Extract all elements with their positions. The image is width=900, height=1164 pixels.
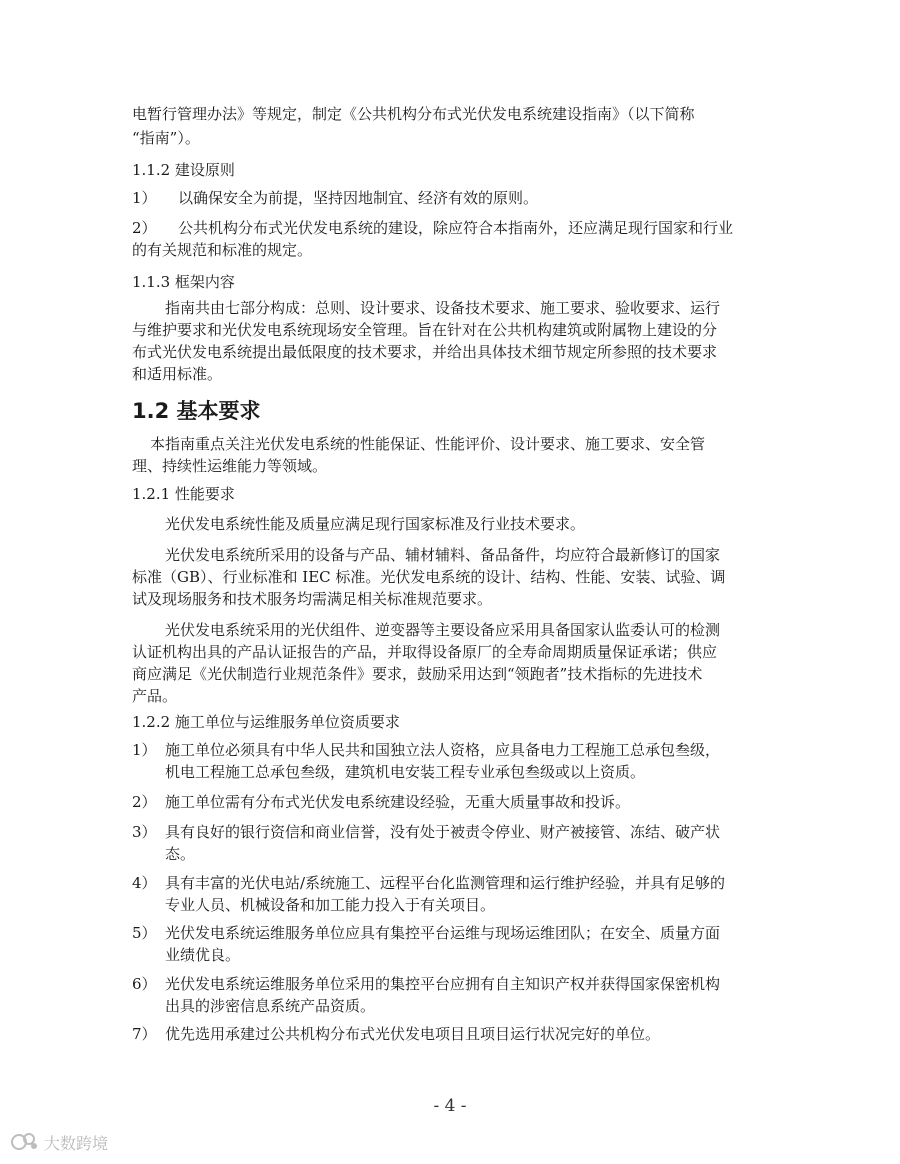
list-item-number: 5）: [132, 924, 157, 942]
list-item-text: 具有丰富的光伏电站/系统施工、远程平台化监测管理和运行维护经验，并具有足够的: [165, 874, 726, 892]
paragraph-line: 认证机构出具的产品认证报告的产品，并取得设备原厂的全寿命周期质量保证承诺；供应: [132, 643, 718, 661]
section-1-1-2-title: 1.1.2 建设原则: [132, 161, 235, 179]
list-item-number: 1）: [132, 189, 157, 207]
list-item-number: 7）: [132, 1025, 157, 1043]
watermark: [10, 1130, 108, 1154]
intro-line-1: 电暂行管理办法》等规定，制定《公共机构分布式光伏发电系统建设指南》（以下简称: [132, 105, 695, 123]
intro-line-2: “指南”）。: [132, 129, 200, 147]
paragraph-line: 光伏发电系统所采用的设备与产品、辅材辅料、备品备件，均应符合最新修订的国家: [165, 546, 721, 564]
list-item-text-cont: 业绩优良。: [165, 946, 241, 964]
list-item-text: 优先选用承建过公共机构分布式光伏发电项目且项目运行状况完好的单位。: [165, 1025, 661, 1043]
brand-logo-icon: [10, 1130, 40, 1154]
list-item-number: 4）: [132, 874, 157, 892]
list-item-text-cont: 机电工程施工总承包叁级，建筑机电安装工程专业承包叁级或以上资质。: [165, 763, 646, 781]
list-item-number: 3）: [132, 823, 157, 841]
paragraph-line: 与维护要求和光伏发电系统现场安全管理。旨在针对在公共机构建筑或附属物上建设的分: [132, 321, 718, 339]
section-1-2-heading: 1.2 基本要求: [132, 399, 261, 423]
paragraph-line: 布式光伏发电系统提出最低限度的技术要求，并给出具体技术细节规定所参照的技术要求: [132, 343, 718, 361]
list-item-text: 施工单位需有分布式光伏发电系统建设经验，无重大质量事故和投诉。: [165, 793, 631, 811]
watermark-text: 大数跨境: [44, 1133, 109, 1153]
paragraph-line: 本指南重点关注光伏发电系统的性能保证、性能评价、设计要求、施工要求、安全管: [150, 435, 706, 453]
list-item-text: 具有良好的银行资信和商业信誉，没有处于被责令停业、财产被接管、冻结、破产状: [165, 823, 721, 841]
list-item-text: 光伏发电系统运维服务单位采用的集控平台应拥有自主知识产权并获得国家保密机构: [165, 975, 721, 993]
paragraph-line: 和适用标准。: [132, 365, 223, 383]
list-item-number: 1）: [132, 741, 157, 759]
paragraph-line: 商应满足《光伏制造行业规范条件》要求，鼓励采用达到“领跑者”技术指标的先进技术: [132, 665, 703, 683]
page-number: - 4 -: [433, 1096, 467, 1116]
list-item-number: 6）: [132, 975, 157, 993]
list-item-text: 公共机构分布式光伏发电系统的建设，除应符合本指南外，还应满足现行国家和行业: [178, 219, 734, 237]
list-item-text: 光伏发电系统运维服务单位应具有集控平台运维与现场运维团队；在安全、质量方面: [165, 924, 721, 942]
paragraph-line: 光伏发电系统采用的光伏组件、逆变器等主要设备应采用具备国家认监委认可的检测: [165, 621, 721, 639]
paragraph-line: 产品。: [132, 687, 178, 705]
list-item-text: 以确保安全为前提，坚持因地制宜、经济有效的原则。: [178, 189, 539, 207]
paragraph-line: 指南共由七部分构成：总则、设计要求、设备技术要求、施工要求、验收要求、运行: [165, 299, 721, 317]
list-item-text: 施工单位必须具有中华人民共和国独立法人资格，应具备电力工程施工总承包叁级，: [165, 741, 721, 759]
section-1-1-3-title: 1.1.3 框架内容: [132, 273, 235, 291]
paragraph-line: 理、持续性运维能力等领域。: [132, 457, 328, 475]
paragraph-line: 标准（GB）、行业标准和 IEC 标准。光伏发电系统的设计、结构、性能、安装、试验、调: [132, 568, 726, 586]
section-1-2-1-title: 1.2.1 性能要求: [132, 485, 235, 503]
list-item-text-cont: 专业人员、机械设备和加工能力投入于有关项目。: [165, 896, 496, 914]
list-item-text-cont: 态。: [165, 845, 196, 863]
paragraph-line: 光伏发电系统性能及质量应满足现行国家标准及行业技术要求。: [165, 515, 586, 533]
list-item-text-cont: 的有关规范和标准的规定。: [132, 241, 313, 259]
section-1-2-2-title: 1.2.2 施工单位与运维服务单位资质要求: [132, 713, 400, 731]
list-item-number: 2）: [132, 219, 157, 237]
paragraph-line: 试及现场服务和技术服务均需满足相关标准规范要求。: [132, 590, 493, 608]
list-item-number: 2）: [132, 793, 157, 811]
list-item-text-cont: 出具的涉密信息系统产品资质。: [165, 997, 376, 1015]
